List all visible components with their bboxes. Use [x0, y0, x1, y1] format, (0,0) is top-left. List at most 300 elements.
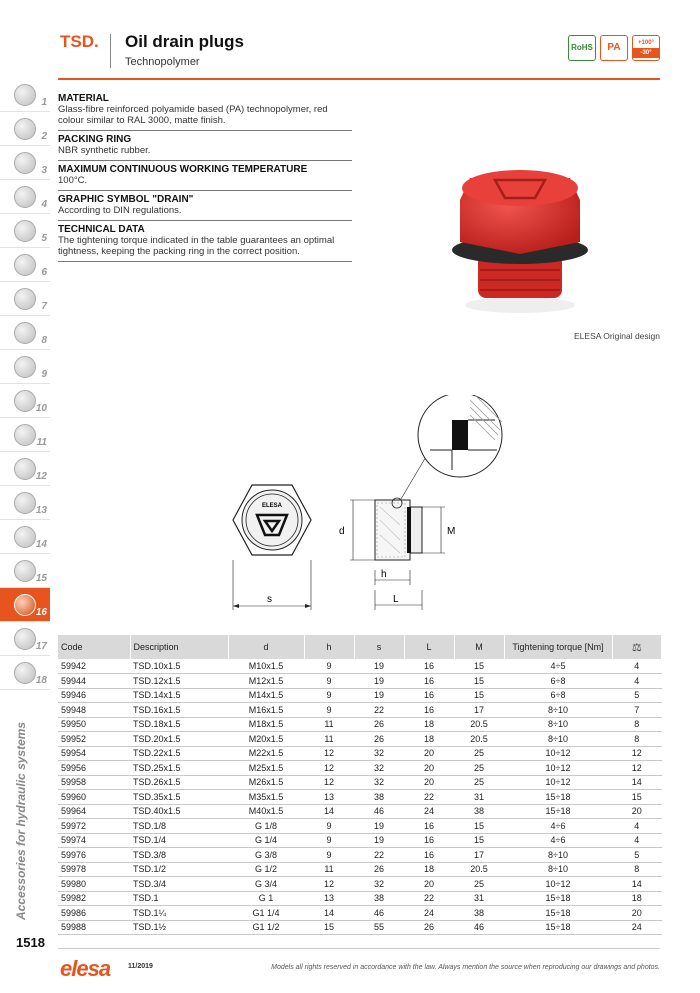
table-cell: 13 — [304, 891, 354, 906]
table-cell: 13 — [304, 790, 354, 805]
table-cell: 32 — [354, 877, 404, 892]
hex-top-view — [233, 485, 311, 555]
table-cell: 26 — [404, 920, 454, 935]
col-M: M — [454, 635, 504, 659]
certification-badges — [568, 35, 660, 61]
table-cell: 25 — [454, 775, 504, 790]
col-code: Code — [58, 635, 130, 659]
table-cell: 12 — [304, 746, 354, 761]
table-cell: G 1/2 — [228, 862, 304, 877]
table-cell: TSD.18x1.5 — [130, 717, 228, 732]
table-cell: M26x1.5 — [228, 775, 304, 790]
sidebar-item-number: 6 — [41, 267, 47, 278]
page-number: 1518 — [16, 935, 45, 950]
sidebar-item-number: 1 — [41, 97, 47, 108]
table-cell: 20 — [404, 877, 454, 892]
table-cell: 10÷12 — [504, 746, 612, 761]
table-cell: M12x1.5 — [228, 674, 304, 689]
weight-scale-icon: ⚖ — [631, 641, 642, 654]
table-cell: TSD.3/8 — [130, 848, 228, 863]
table-row — [58, 674, 662, 689]
spec-block — [58, 191, 352, 221]
table-cell: 15 — [454, 833, 504, 848]
table-cell: 19 — [354, 833, 404, 848]
sidebar-item-12[interactable] — [0, 452, 50, 486]
table-cell: 20 — [404, 761, 454, 776]
table-cell: 59944 — [58, 674, 130, 689]
spec-block — [58, 221, 352, 262]
table-cell: TSD.14x1.5 — [130, 688, 228, 703]
temp-low-label: -30° — [633, 48, 659, 58]
section-thumbnail-icon — [14, 84, 36, 106]
sidebar-item-8[interactable] — [0, 316, 50, 350]
table-cell: 11 — [304, 862, 354, 877]
product-code: TSD. — [60, 32, 99, 51]
table-cell: 59976 — [58, 848, 130, 863]
packing-ring-section — [407, 507, 411, 553]
section-thumbnail-icon — [14, 152, 36, 174]
spec-title: MATERIAL — [58, 93, 109, 104]
table-cell: 9 — [304, 659, 354, 674]
table-cell: 59946 — [58, 688, 130, 703]
table-cell: 6÷8 — [504, 688, 612, 703]
table-cell: TSD.26x1.5 — [130, 775, 228, 790]
section-sidebar — [0, 78, 50, 690]
table-cell: 17 — [454, 703, 504, 718]
table-cell: 14 — [612, 775, 662, 790]
section-thumbnail-icon — [14, 458, 36, 480]
table-cell: 46 — [354, 804, 404, 819]
col-description: Description — [130, 635, 228, 659]
table-cell: 59952 — [58, 732, 130, 747]
drawing-logo-text: ELESA — [261, 503, 283, 509]
section-thumbnail-icon — [14, 594, 36, 616]
footer-rule — [58, 948, 660, 949]
table-cell: G 1/8 — [228, 819, 304, 834]
table-cell: 10÷12 — [504, 877, 612, 892]
table-cell: 19 — [354, 819, 404, 834]
table-row — [58, 920, 662, 935]
table-cell: 55 — [354, 920, 404, 935]
table-cell: 14 — [304, 906, 354, 921]
table-cell: 9 — [304, 819, 354, 834]
table-row — [58, 877, 662, 892]
sidebar-item-number: 5 — [41, 233, 47, 244]
table-cell: G 1/4 — [228, 833, 304, 848]
table-row — [58, 732, 662, 747]
col-weight — [612, 635, 662, 659]
table-cell: 20.5 — [454, 717, 504, 732]
table-cell: 19 — [354, 674, 404, 689]
table-cell: 18 — [404, 717, 454, 732]
table-cell: 15 — [454, 674, 504, 689]
section-thumbnail-icon — [14, 526, 36, 548]
section-label: Accessories for hydraulic systems — [14, 721, 28, 920]
table-cell: G1 1/2 — [228, 920, 304, 935]
table-cell: 15 — [454, 819, 504, 834]
table-cell: 22 — [404, 790, 454, 805]
table-cell: 16 — [404, 848, 454, 863]
sidebar-item-number: 11 — [36, 437, 47, 448]
table-cell: 24 — [612, 920, 662, 935]
table-cell: TSD.20x1.5 — [130, 732, 228, 747]
table-cell: 18 — [612, 891, 662, 906]
spec-title: PACKING RING — [58, 134, 132, 145]
section-thumbnail-icon — [14, 356, 36, 378]
table-cell: TSD.1 — [130, 891, 228, 906]
table-cell: 14 — [304, 804, 354, 819]
sidebar-item-number: 17 — [35, 641, 47, 652]
table-cell: G1 1/4 — [228, 906, 304, 921]
table-cell: 12 — [304, 877, 354, 892]
table-cell: 25 — [454, 746, 504, 761]
edition-date: 11/2019 — [128, 963, 153, 970]
table-cell: TSD.1/2 — [130, 862, 228, 877]
table-cell: 15÷18 — [504, 906, 612, 921]
temp-high-label: +100° — [638, 40, 654, 46]
table-cell: TSD.1/8 — [130, 819, 228, 834]
table-cell: 8÷10 — [504, 732, 612, 747]
page-title: Oil drain plugs — [125, 32, 245, 51]
table-cell: TSD.1/4 — [130, 833, 228, 848]
spec-list — [58, 90, 352, 262]
table-row — [58, 804, 662, 819]
table-cell: 20 — [404, 775, 454, 790]
table-cell: 7 — [612, 703, 662, 718]
table-row — [58, 862, 662, 877]
table-cell: 15÷18 — [504, 790, 612, 805]
table-cell: 59974 — [58, 833, 130, 848]
page-subtitle: Technopolymer — [125, 56, 200, 68]
label-L: L — [393, 594, 399, 605]
table-cell: 15 — [612, 790, 662, 805]
sidebar-item-18[interactable] — [0, 656, 50, 690]
sidebar-item-14[interactable] — [0, 520, 50, 554]
material-badge — [600, 35, 628, 61]
table-cell: 9 — [304, 833, 354, 848]
sidebar-item-number: 13 — [35, 505, 47, 516]
section-thumbnail-icon — [14, 492, 36, 514]
table-row — [58, 819, 662, 834]
label-s: s — [267, 594, 272, 605]
photo-shadow — [465, 297, 575, 313]
table-cell: 8 — [612, 732, 662, 747]
sidebar-item-number: 8 — [41, 335, 47, 346]
col-h: h — [304, 635, 354, 659]
table-cell: TSD.16x1.5 — [130, 703, 228, 718]
header-separator — [110, 34, 111, 68]
table-cell: 16 — [404, 703, 454, 718]
table-cell: M40x1.5 — [228, 804, 304, 819]
sidebar-item-number: 14 — [35, 539, 47, 550]
sidebar-item-16[interactable] — [0, 588, 50, 622]
sidebar-item-3[interactable] — [0, 146, 50, 180]
spec-text: According to DIN regulations. — [58, 205, 182, 216]
sidebar-item-15[interactable] — [0, 554, 50, 588]
table-row — [58, 891, 662, 906]
rohs-badge — [568, 35, 596, 61]
table-cell: 59960 — [58, 790, 130, 805]
sidebar-item-6[interactable] — [0, 248, 50, 282]
table-cell: 31 — [454, 790, 504, 805]
table-cell: 4÷6 — [504, 819, 612, 834]
table-cell: 24 — [404, 804, 454, 819]
section-thumbnail-icon — [14, 424, 36, 446]
table-cell: 15÷18 — [504, 891, 612, 906]
table-cell: 4 — [612, 833, 662, 848]
table-cell: 32 — [354, 775, 404, 790]
sidebar-item-9[interactable] — [0, 350, 50, 384]
sidebar-item-number: 15 — [35, 573, 47, 584]
table-cell: TSD.40x1.5 — [130, 804, 228, 819]
design-note: ELESA Original design — [574, 331, 660, 341]
material-badge-label: PA — [607, 42, 621, 53]
table-cell: TSD.1¼ — [130, 906, 228, 921]
section-thumbnail-icon — [14, 118, 36, 140]
table-cell: 10÷12 — [504, 775, 612, 790]
table-cell: 46 — [454, 920, 504, 935]
dimensions-table — [58, 635, 662, 935]
sidebar-item-number: 4 — [41, 199, 47, 210]
sidebar-item-number: 18 — [35, 675, 47, 686]
table-cell: 59986 — [58, 906, 130, 921]
table-cell: 16 — [404, 819, 454, 834]
table-cell: 4÷5 — [504, 659, 612, 674]
table-cell: 32 — [354, 761, 404, 776]
table-cell: M14x1.5 — [228, 688, 304, 703]
table-row — [58, 761, 662, 776]
table-cell: 31 — [454, 891, 504, 906]
col-s: s — [354, 635, 404, 659]
table-cell: 38 — [454, 906, 504, 921]
table-cell: 59954 — [58, 746, 130, 761]
table-cell: G 3/4 — [228, 877, 304, 892]
sidebar-item-4[interactable] — [0, 180, 50, 214]
table-cell: TSD.1½ — [130, 920, 228, 935]
spec-text: NBR synthetic rubber. — [58, 145, 151, 156]
section-thumbnail-icon — [14, 322, 36, 344]
table-cell: 8÷10 — [504, 848, 612, 863]
sidebar-item-number: 7 — [41, 301, 47, 312]
table-cell: 4 — [612, 674, 662, 689]
table-cell: 12 — [612, 746, 662, 761]
table-cell: M20x1.5 — [228, 732, 304, 747]
spec-text: 100°C. — [58, 175, 88, 186]
table-row — [58, 833, 662, 848]
table-cell: TSD.10x1.5 — [130, 659, 228, 674]
sidebar-item-10[interactable] — [0, 384, 50, 418]
table-cell: 15 — [454, 659, 504, 674]
col-L: L — [404, 635, 454, 659]
table-cell: 15÷18 — [504, 804, 612, 819]
dimension-h — [375, 569, 410, 585]
table-row — [58, 688, 662, 703]
table-cell: 59956 — [58, 761, 130, 776]
table-cell: 25 — [454, 761, 504, 776]
temperature-badge — [632, 35, 660, 61]
table-cell: 19 — [354, 659, 404, 674]
sidebar-item-number: 3 — [41, 165, 47, 176]
table-cell: 26 — [354, 717, 404, 732]
table-row — [58, 659, 662, 674]
table-cell: 18 — [404, 732, 454, 747]
sidebar-item-5[interactable] — [0, 214, 50, 248]
table-cell: 59948 — [58, 703, 130, 718]
spec-title: GRAPHIC SYMBOL "DRAIN" — [58, 194, 194, 205]
label-h: h — [381, 569, 387, 580]
table-cell: G 1 — [228, 891, 304, 906]
table-cell: 59972 — [58, 819, 130, 834]
table-cell: 59942 — [58, 659, 130, 674]
table-cell: 22 — [354, 848, 404, 863]
dimension-d — [339, 500, 375, 560]
table-cell: 20.5 — [454, 732, 504, 747]
col-torque: Tightening torque [Nm] — [504, 635, 612, 659]
table-cell: 24 — [404, 906, 454, 921]
table-cell: TSD.22x1.5 — [130, 746, 228, 761]
table-cell: 16 — [404, 688, 454, 703]
table-cell: 10÷12 — [504, 761, 612, 776]
table-cell: 59982 — [58, 891, 130, 906]
table-cell: 8÷10 — [504, 703, 612, 718]
dimension-M — [422, 507, 455, 553]
sidebar-item-number: 9 — [41, 369, 47, 380]
table-cell: 20.5 — [454, 862, 504, 877]
table-cell: 15 — [304, 920, 354, 935]
sidebar-item-number: 16 — [35, 607, 47, 618]
table-cell: 5 — [612, 688, 662, 703]
table-row — [58, 703, 662, 718]
section-thumbnail-icon — [14, 288, 36, 310]
table-cell: TSD.12x1.5 — [130, 674, 228, 689]
table-cell: M25x1.5 — [228, 761, 304, 776]
table-row — [58, 746, 662, 761]
table-cell: 46 — [354, 906, 404, 921]
table-cell: 5 — [612, 848, 662, 863]
table-cell: M22x1.5 — [228, 746, 304, 761]
table-cell: 11 — [304, 732, 354, 747]
table-cell: TSD.3/4 — [130, 877, 228, 892]
detail-callout — [401, 395, 502, 499]
table-cell: 15 — [454, 688, 504, 703]
sidebar-item-number: 10 — [35, 403, 47, 414]
table-cell: M18x1.5 — [228, 717, 304, 732]
spec-title: TECHNICAL DATA — [58, 224, 145, 235]
col-d: d — [228, 635, 304, 659]
table-row — [58, 717, 662, 732]
table-cell: 38 — [454, 804, 504, 819]
dimension-L — [375, 590, 422, 610]
product-photo — [440, 150, 600, 320]
table-cell: TSD.25x1.5 — [130, 761, 228, 776]
sidebar-item-number: 12 — [35, 471, 47, 482]
table-cell: 25 — [454, 877, 504, 892]
table-cell: M35x1.5 — [228, 790, 304, 805]
table-cell: 8÷10 — [504, 862, 612, 877]
spec-text: The tightening torque indicated in the table guarantees an optimal tightness, keeping the packing ring in the correct position. — [58, 235, 335, 257]
table-cell: 17 — [454, 848, 504, 863]
side-view — [375, 498, 422, 560]
table-row — [58, 775, 662, 790]
table-cell: 4 — [612, 659, 662, 674]
table-cell: 59980 — [58, 877, 130, 892]
table-cell: 12 — [304, 761, 354, 776]
table-header-row — [58, 635, 662, 659]
sidebar-item-2[interactable] — [0, 112, 50, 146]
rohs-badge-label: RoHS — [571, 43, 593, 52]
sidebar-item-7[interactable] — [0, 282, 50, 316]
table-row — [58, 848, 662, 863]
table-cell: 19 — [354, 688, 404, 703]
table-cell: 59950 — [58, 717, 130, 732]
label-d: d — [339, 526, 345, 537]
table-cell: 59958 — [58, 775, 130, 790]
table-cell: 38 — [354, 891, 404, 906]
plug-top — [462, 170, 578, 206]
table-cell: 4 — [612, 819, 662, 834]
table-cell: 16 — [404, 659, 454, 674]
sidebar-item-11[interactable] — [0, 418, 50, 452]
table-cell: 59964 — [58, 804, 130, 819]
sidebar-item-13[interactable] — [0, 486, 50, 520]
table-cell: M16x1.5 — [228, 703, 304, 718]
section-thumbnail-icon — [14, 628, 36, 650]
table-cell: 59978 — [58, 862, 130, 877]
spec-text: Glass-fibre reinforced polyamide based (PA) technopolymer, red colour similar to RAL 3000, matte finish. — [58, 104, 328, 126]
table-cell: 14 — [612, 877, 662, 892]
table-cell: 8 — [612, 862, 662, 877]
dimension-s — [233, 560, 311, 610]
table-cell: 15÷18 — [504, 920, 612, 935]
table-cell: G 3/8 — [228, 848, 304, 863]
table-row — [58, 906, 662, 921]
sidebar-item-1[interactable] — [0, 78, 50, 112]
spec-block — [58, 90, 352, 131]
table-cell: 26 — [354, 732, 404, 747]
section-thumbnail-icon — [14, 390, 36, 412]
table-cell: 9 — [304, 688, 354, 703]
table-cell: 4÷6 — [504, 833, 612, 848]
table-row — [58, 790, 662, 805]
table-cell: 16 — [404, 833, 454, 848]
table-cell: 9 — [304, 703, 354, 718]
table-cell: 9 — [304, 674, 354, 689]
table-cell: 6÷8 — [504, 674, 612, 689]
label-M: M — [447, 526, 456, 537]
table-cell: 20 — [404, 746, 454, 761]
table-cell: 20 — [612, 804, 662, 819]
table-cell: 16 — [404, 674, 454, 689]
section-thumbnail-icon — [14, 662, 36, 684]
table-cell: TSD.35x1.5 — [130, 790, 228, 805]
table-cell: 12 — [612, 761, 662, 776]
section-thumbnail-icon — [14, 220, 36, 242]
sidebar-item-number: 2 — [41, 131, 47, 142]
table-cell: 32 — [354, 746, 404, 761]
sidebar-item-17[interactable] — [0, 622, 50, 656]
technical-drawing — [215, 395, 505, 620]
table-cell: 38 — [354, 790, 404, 805]
section-thumbnail-icon — [14, 254, 36, 276]
table-cell: 20 — [612, 906, 662, 921]
table-cell: 8 — [612, 717, 662, 732]
spec-block — [58, 131, 352, 161]
section-thumbnail-icon — [14, 186, 36, 208]
table-cell: 22 — [404, 891, 454, 906]
table-cell: 11 — [304, 717, 354, 732]
table-cell: 26 — [354, 862, 404, 877]
elesa-logo: elesa — [60, 956, 111, 981]
